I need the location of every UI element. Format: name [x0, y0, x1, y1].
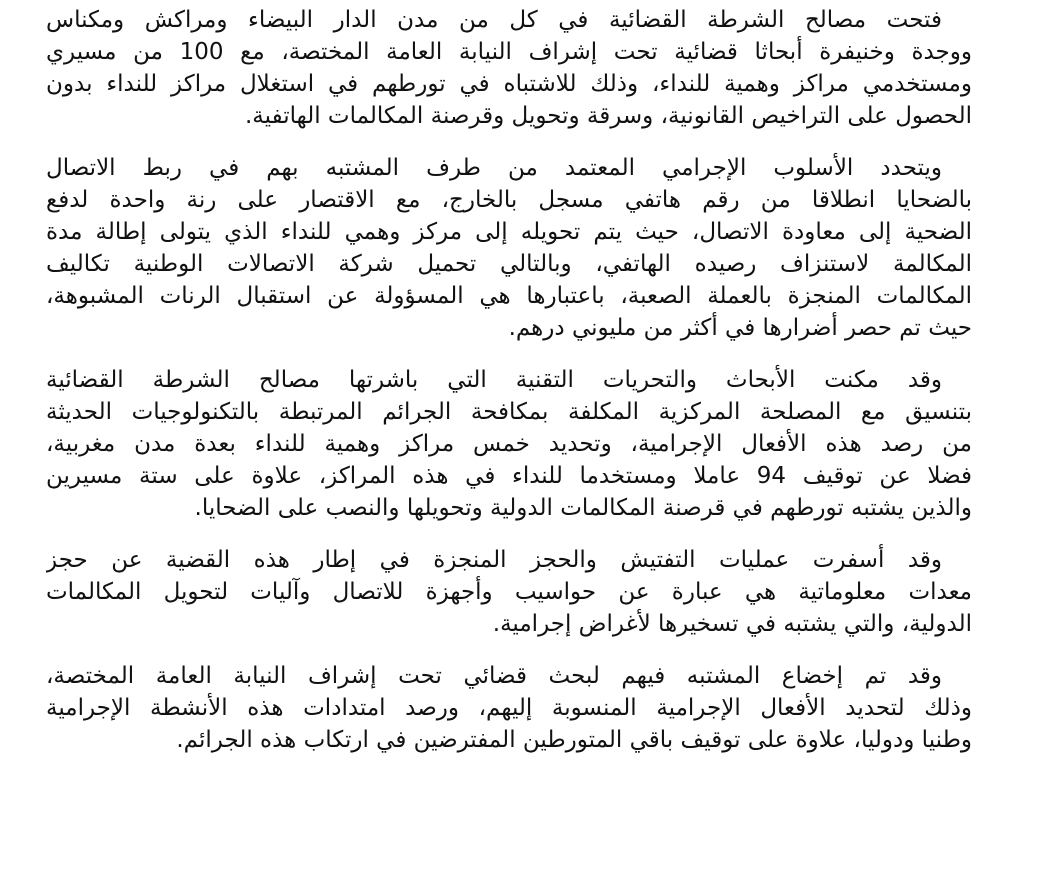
- text-line: من رصد هذه الأفعال الإجرامية، وتحديد خمس مراكز وهمية للنداء بعدة مدن مغربية،: [46, 431, 972, 457]
- text-line: فضلا عن توقيف 94 عاملا ومستخدما للنداء في هذه المراكز، علاوة على ستة مسيرين: [46, 463, 972, 489]
- paragraph-2: [46, 152, 972, 344]
- text-line: بتنسيق مع المصلحة المركزية المكلفة بمكافحة الجرائم المرتبطة بالتكنولوجيات الحديثة: [46, 399, 972, 425]
- text-line: وذلك لتحديد الأفعال الإجرامية المنسوبة إليهم، ورصد امتدادات هذه الأنشطة الإجرامية: [46, 695, 972, 721]
- text-line: ويتحدد الأسلوب الإجرامي المعتمد من طرف المشتبه بهم في ربط الاتصال: [46, 155, 942, 181]
- text-line: بالضحايا انطلاقا من رقم هاتفي مسجل بالخارج، مع الاقتصار على رنة واحدة لدفع: [46, 187, 972, 213]
- text-line: وقد تم إخضاع المشتبه فيهم لبحث قضائي تحت إشراف النيابة العامة المختصة،: [46, 663, 942, 689]
- text-line: ووجدة وخنيفرة أبحاثا قضائية تحت إشراف النيابة العامة المختصة، مع 100 من مسيري: [46, 39, 972, 65]
- text-line: حيث تم حصر أضرارها في أكثر من مليوني درهم.: [508, 315, 972, 341]
- article-body: [46, 0, 972, 880]
- paragraph-1: [46, 0, 972, 132]
- text-line: المكالمة لاستنزاف رصيده الهاتفي، وبالتالي تحميل شركة الاتصالات الوطنية تكاليف: [46, 251, 972, 277]
- text-line: الضحية إلى معاودة الاتصال، حيث يتم تحويله إلى مركز وهمي للنداء الذي يتولى إطالة مدة: [46, 219, 972, 245]
- text-line: وقد أسفرت عمليات التفتيش والحجز المنجزة في إطار هذه القضية عن حجز: [46, 547, 942, 573]
- text-line: الحصول على التراخيص القانونية، وسرقة وتحويل وقرصنة المكالمات الهاتفية.: [245, 103, 972, 129]
- text-line: معدات معلوماتية هي عبارة عن حواسيب وأجهزة للاتصال وآليات لتحويل المكالمات: [46, 579, 972, 605]
- paragraph-3: [46, 364, 972, 524]
- text-line: وطنيا ودوليا، علاوة على توقيف باقي المتورطين المفترضين في ارتكاب هذه الجرائم.: [176, 727, 972, 753]
- paragraph-5: [46, 660, 972, 756]
- text-line: وقد مكنت الأبحاث والتحريات التقنية التي باشرتها مصالح الشرطة القضائية: [46, 367, 942, 393]
- text-line: ومستخدمي مراكز وهمية للنداء، وذلك للاشتباه في تورطهم في استغلال مراكز للنداء بدون: [46, 71, 972, 97]
- text-line: فتحت مصالح الشرطة القضائية في كل من مدن الدار البيضاء ومراكش ومكناس: [46, 7, 942, 33]
- text-line: الدولية، والتي يشتبه في تسخيرها لأغراض إجرامية.: [492, 611, 972, 637]
- paragraph-4: [46, 544, 972, 640]
- text-line: المكالمات المنجزة بالعملة الصعبة، باعتبارها هي المسؤولة عن استقبال الرنات المشبوهة،: [46, 283, 972, 309]
- text-line: والذين يشتبه تورطهم في قرصنة المكالمات الدولية وتحويلها والنصب على الضحايا.: [194, 495, 972, 521]
